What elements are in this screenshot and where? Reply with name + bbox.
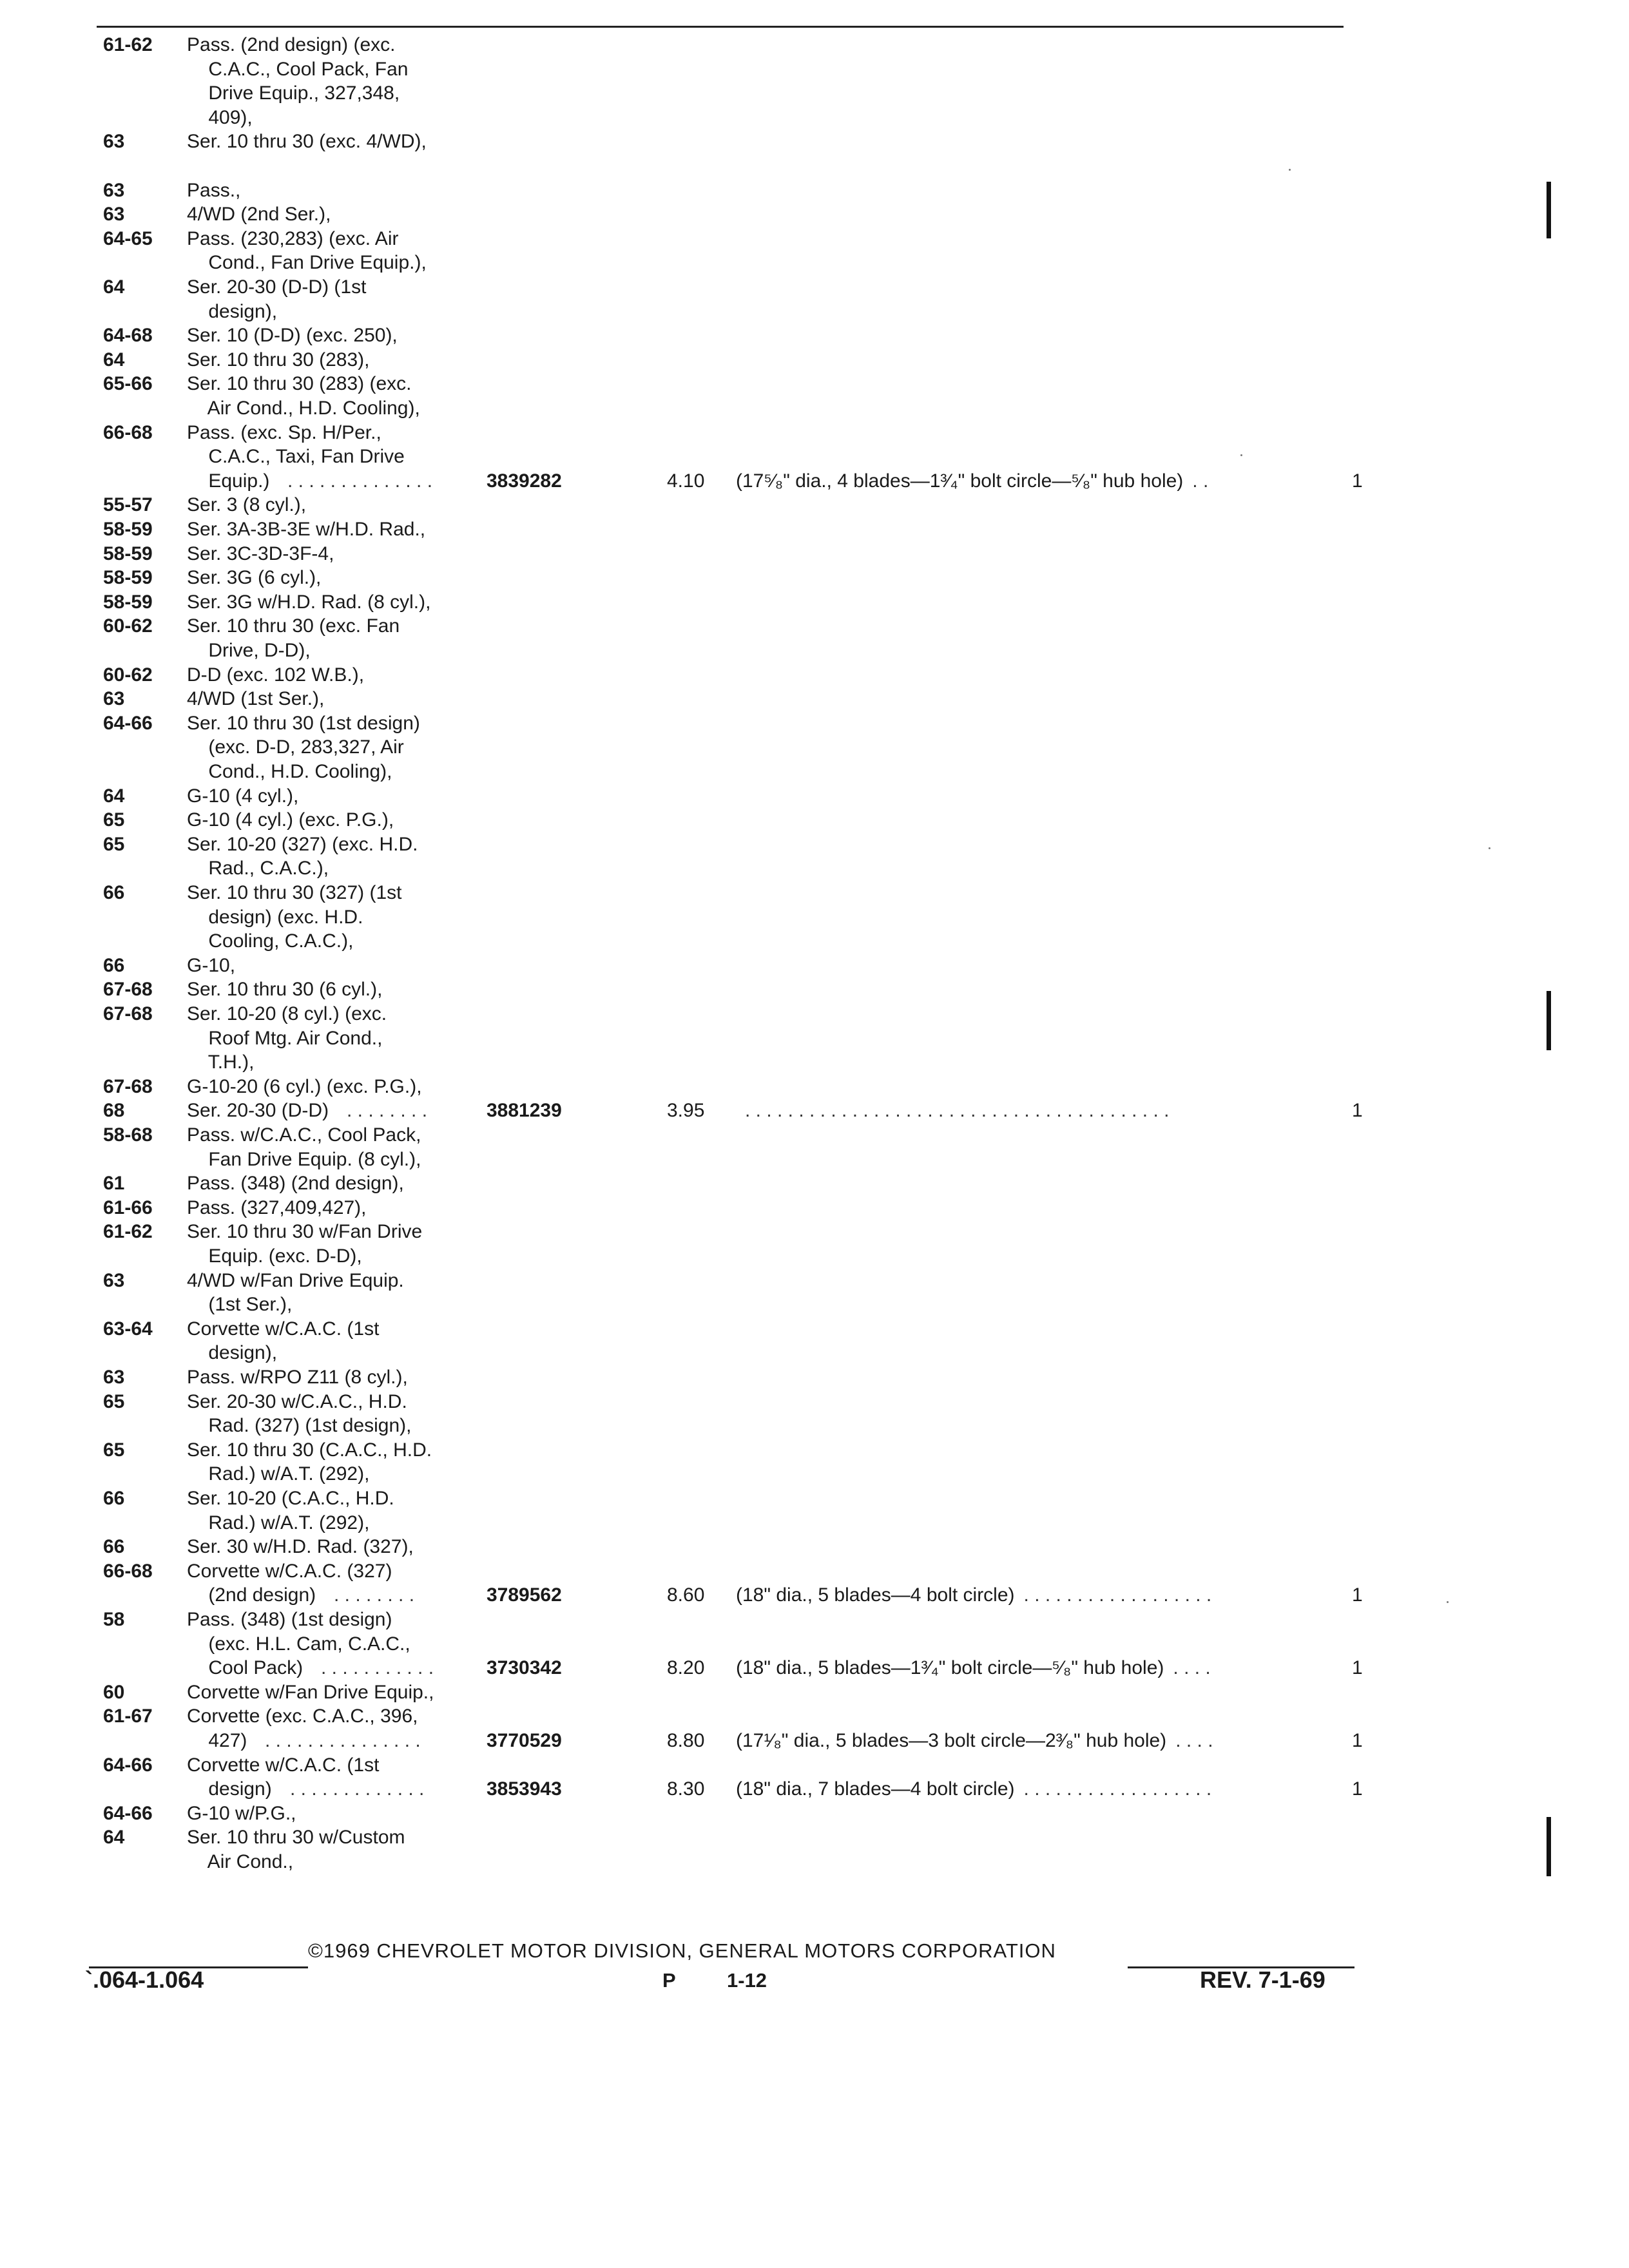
revision-date: REV. 7-1-69 (1200, 1966, 1325, 1993)
spec-leader-dots: . . . . . . . . . . . . . . . . . . . . . . . . . . . . . . . . . . . . . . . . (745, 1100, 1170, 1122)
application-description: Ser. 3G (6 cyl.), (187, 567, 322, 589)
spec-leader-dots: . . . . . . . . . . . . . . . . . . (1023, 1584, 1212, 1606)
list-price: 8.60 (667, 1584, 705, 1606)
model-years: 63-64 (103, 1318, 153, 1340)
model-years: 64 (103, 349, 125, 370)
part-number: 3853943 (487, 1778, 562, 1800)
fan-specification (736, 1099, 1169, 1122)
application-description: Air Cond., H.D. Cooling), (187, 398, 420, 419)
leader-dots: . . . . . . . . (347, 1100, 428, 1122)
model-years: 63 (103, 1367, 125, 1388)
model-years: 60 (103, 1681, 125, 1703)
model-years: 61-67 (103, 1706, 153, 1727)
list-price: 3.95 (667, 1100, 705, 1122)
model-years: 60-62 (103, 664, 153, 686)
model-years: 65 (103, 1390, 125, 1412)
stray-mark (1447, 1601, 1449, 1603)
application-description: Cond., H.D. Cooling), (187, 761, 392, 782)
application-description: Ser. 3A-3B-3E w/H.D. Rad., (187, 519, 426, 540)
spec-leader-dots: . . . . . . . . . . . . . . . . . . (1023, 1778, 1212, 1800)
application-description: Fan Drive Equip. (8 cyl.), (187, 1148, 421, 1170)
application-description: G-10 w/P.G., (187, 1802, 296, 1824)
application-description: Ser. 10-20 (C.A.C., H.D. (187, 1488, 394, 1509)
page-number: 1-12 (727, 1969, 767, 1992)
quantity: 1 (1352, 1778, 1363, 1800)
application-description: G-10-20 (6 cyl.) (exc. P.G.), (187, 1075, 422, 1097)
model-years: 64-66 (103, 1754, 153, 1776)
application-description: 409), (187, 106, 253, 128)
model-years: 65 (103, 809, 125, 831)
model-years: 60-62 (103, 615, 153, 637)
application-description: T.H.), (187, 1052, 255, 1073)
application-description: Rad., C.A.C.), (187, 858, 329, 879)
model-years: 64 (103, 1827, 125, 1849)
model-years: 67-68 (103, 1003, 153, 1024)
model-years: 68 (103, 1100, 125, 1122)
leader-dots: . . . . . . . . . . . . . (290, 1778, 425, 1800)
spec-leader-dots: . . . . (1175, 1730, 1213, 1751)
application-description: 427) (187, 1730, 247, 1751)
quantity: 1 (1352, 1100, 1363, 1122)
list-price: 8.80 (667, 1730, 705, 1751)
quantity: 1 (1352, 1657, 1363, 1679)
model-years: 58-59 (103, 591, 153, 613)
application-description: Pass. (exc. Sp. H/Per., (187, 421, 381, 443)
part-number: 3789562 (487, 1584, 562, 1606)
application-description: Pass. (348) (2nd design), (187, 1173, 404, 1195)
model-years: 63 (103, 204, 125, 226)
application-description: Corvette w/Fan Drive Equip., (187, 1681, 434, 1703)
application-description: Ser. 10-20 (8 cyl.) (exc. (187, 1003, 387, 1024)
application-description: design), (187, 1342, 278, 1364)
application-description: Ser. 10 thru 30 (1st design) (187, 712, 420, 734)
application-description: Corvette (exc. C.A.C., 396, (187, 1706, 418, 1727)
part-number: 3770529 (487, 1730, 562, 1751)
application-description: Air Cond., (187, 1851, 294, 1872)
model-years: 55-57 (103, 494, 153, 516)
model-years: 65 (103, 1439, 125, 1461)
model-years: 58 (103, 1609, 125, 1630)
application-description: C.A.C., Cool Pack, Fan (187, 58, 409, 80)
application-description: Pass. (230,283) (exc. Air (187, 227, 399, 249)
fan-specification (736, 1657, 1211, 1680)
model-years: 66 (103, 1488, 125, 1509)
spec-leader-dots: . . (1192, 470, 1209, 492)
application-description: Pass., (187, 179, 241, 201)
application-description: Ser. 20-30 w/C.A.C., H.D. (187, 1390, 407, 1412)
application-description: Rad.) w/A.T. (292), (187, 1463, 370, 1485)
leader-dots: . . . . . . . . . . . . . . (287, 470, 433, 492)
catalog-group-code: `.064-1.064 (85, 1966, 204, 1993)
application-description: 4/WD w/Fan Drive Equip. (187, 1269, 404, 1291)
quantity: 1 (1352, 470, 1363, 492)
top-rule (97, 26, 1344, 28)
model-years: 67-68 (103, 1075, 153, 1097)
list-price: 8.20 (667, 1657, 705, 1679)
application-description: Pass. (327,409,427), (187, 1196, 367, 1218)
stray-mark (1240, 454, 1242, 456)
fan-specification (736, 1584, 1211, 1607)
application-description: Ser. 10 thru 30 (6 cyl.), (187, 979, 383, 1001)
model-years: 66 (103, 954, 125, 976)
application-description: (2nd design) (187, 1584, 316, 1606)
part-number: 3839282 (487, 470, 562, 492)
application-description: Ser. 20-30 (D-D) (1st (187, 276, 367, 298)
model-years: 63 (103, 1269, 125, 1291)
model-years: 66-68 (103, 421, 153, 443)
application-description: Rad.) w/A.T. (292), (187, 1512, 370, 1533)
margin-bar-3 (1547, 1817, 1551, 1876)
model-years: 63 (103, 179, 125, 201)
application-description: Equip.) (187, 470, 270, 492)
fan-spec-text: (18" dia., 7 blades—4 bolt circle) (736, 1778, 1015, 1800)
application-description: Corvette w/C.A.C. (327) (187, 1560, 392, 1582)
application-description: Ser. 10 thru 30 (C.A.C., H.D. (187, 1439, 432, 1461)
model-years: 64-66 (103, 1802, 153, 1824)
page-letter: P (662, 1969, 676, 1992)
application-description: Ser. 30 w/H.D. Rad. (327), (187, 1536, 414, 1558)
application-description: G-10 (4 cyl.) (exc. P.G.), (187, 809, 394, 831)
fan-spec-text: (17¹⁄₈" dia., 5 blades—3 bolt circle—2³⁄₈" hub hole) (736, 1730, 1167, 1751)
application-description: Cooling, C.A.C.), (187, 930, 354, 952)
model-years: 64-68 (103, 325, 153, 347)
application-description: D-D (exc. 102 W.B.), (187, 664, 365, 686)
model-years: 58-68 (103, 1124, 153, 1146)
fan-spec-text: (18" dia., 5 blades—4 bolt circle) (736, 1584, 1015, 1606)
model-years: 63 (103, 688, 125, 710)
leader-dots: . . . . . . . . (334, 1584, 415, 1606)
fan-spec-text: (17⁵⁄₈" dia., 4 blades—1³⁄₄" bolt circle—⁵⁄₈" hub hole) (736, 470, 1184, 492)
application-description: G-10 (4 cyl.), (187, 785, 299, 807)
copyright-line: ©1969 CHEVROLET MOTOR DIVISION, GENERAL MOTORS CORPORATION (308, 1939, 1056, 1962)
model-years: 66 (103, 882, 125, 903)
application-description: Ser. 10 thru 30 (exc. 4/WD), (187, 131, 427, 153)
application-description: Ser. 10 thru 30 (283) (exc. (187, 373, 412, 395)
model-years: 64 (103, 276, 125, 298)
margin-bar-1 (1547, 182, 1551, 238)
list-price: 8.30 (667, 1778, 705, 1800)
application-description: Ser. 10 thru 30 (327) (1st (187, 882, 402, 903)
model-years: 65-66 (103, 373, 153, 395)
application-description: Ser. 3C-3D-3F-4, (187, 543, 334, 564)
application-description: Ser. 10 thru 30 w/Fan Drive (187, 1221, 423, 1243)
model-years: 61-66 (103, 1196, 153, 1218)
model-years: 58-59 (103, 567, 153, 589)
application-description: Cond., Fan Drive Equip.), (187, 252, 427, 274)
quantity: 1 (1352, 1584, 1363, 1606)
application-description: Corvette w/C.A.C. (1st (187, 1754, 380, 1776)
application-description: Pass. (348) (1st design) (187, 1609, 392, 1630)
stray-mark (1489, 847, 1490, 849)
fan-specification (736, 470, 1208, 493)
application-description: Rad. (327) (1st design), (187, 1415, 412, 1437)
application-description: 4/WD (1st Ser.), (187, 688, 325, 710)
part-number: 3730342 (487, 1657, 562, 1679)
fan-specification (736, 1778, 1211, 1801)
application-description: Equip. (exc. D-D), (187, 1245, 362, 1267)
model-years: 65 (103, 833, 125, 855)
fan-spec-text: (18" dia., 5 blades—1³⁄₄" bolt circle—⁵⁄₈" hub hole) (736, 1657, 1164, 1679)
quantity: 1 (1352, 1730, 1363, 1751)
application-description: Ser. 10 thru 30 (283), (187, 349, 370, 370)
application-description: design) (187, 1778, 272, 1800)
application-description: Ser. 3G w/H.D. Rad. (8 cyl.), (187, 591, 431, 613)
model-years: 67-68 (103, 979, 153, 1001)
application-description: design) (exc. H.D. (187, 906, 363, 928)
model-years: 61-62 (103, 1221, 153, 1243)
application-description: (exc. D-D, 283,327, Air (187, 736, 404, 758)
application-description: Cool Pack) (187, 1657, 304, 1679)
model-years: 64-66 (103, 712, 153, 734)
model-years: 66-68 (103, 1560, 153, 1582)
model-years: 64-65 (103, 227, 153, 249)
application-description: Ser. 3 (8 cyl.), (187, 494, 307, 516)
application-description: Pass. w/C.A.C., Cool Pack, (187, 1124, 421, 1146)
model-years: 66 (103, 1536, 125, 1558)
application-description: Pass. (2nd design) (exc. (187, 34, 396, 55)
application-description: (exc. H.L. Cam, C.A.C., (187, 1633, 410, 1655)
list-price: 4.10 (667, 470, 705, 492)
application-description: Drive Equip., 327,348, (187, 82, 400, 104)
application-description: Ser. 10 (D-D) (exc. 250), (187, 325, 398, 347)
application-description: C.A.C., Taxi, Fan Drive (187, 446, 405, 468)
application-description: Pass. w/RPO Z11 (8 cyl.), (187, 1367, 408, 1388)
model-years: 63 (103, 131, 125, 153)
application-description: Drive, D-D), (187, 640, 311, 661)
model-years: 58-59 (103, 519, 153, 540)
application-description: Ser. 20-30 (D-D) (187, 1100, 329, 1122)
application-description: Ser. 10 thru 30 w/Custom (187, 1827, 405, 1849)
part-number: 3881239 (487, 1100, 562, 1122)
application-description: Roof Mtg. Air Cond., (187, 1027, 383, 1049)
application-description: Ser. 10-20 (327) (exc. H.D. (187, 833, 418, 855)
application-description: 4/WD (2nd Ser.), (187, 204, 331, 226)
leader-dots: . . . . . . . . . . . (321, 1657, 434, 1679)
model-years: 64 (103, 785, 125, 807)
application-description: Corvette w/C.A.C. (1st (187, 1318, 380, 1340)
margin-bar-2 (1547, 991, 1551, 1050)
leader-dots: . . . . . . . . . . . . . . . (265, 1730, 421, 1751)
fan-specification (736, 1729, 1213, 1753)
application-description: G-10, (187, 954, 236, 976)
application-description: Ser. 10 thru 30 (exc. Fan (187, 615, 400, 637)
application-description: (1st Ser.), (187, 1294, 293, 1316)
model-years: 61 (103, 1173, 125, 1195)
model-years: 61-62 (103, 34, 153, 55)
spec-leader-dots: . . . . (1173, 1657, 1211, 1679)
application-description: design), (187, 300, 278, 322)
model-years: 58-59 (103, 543, 153, 564)
stray-mark (1289, 169, 1291, 171)
